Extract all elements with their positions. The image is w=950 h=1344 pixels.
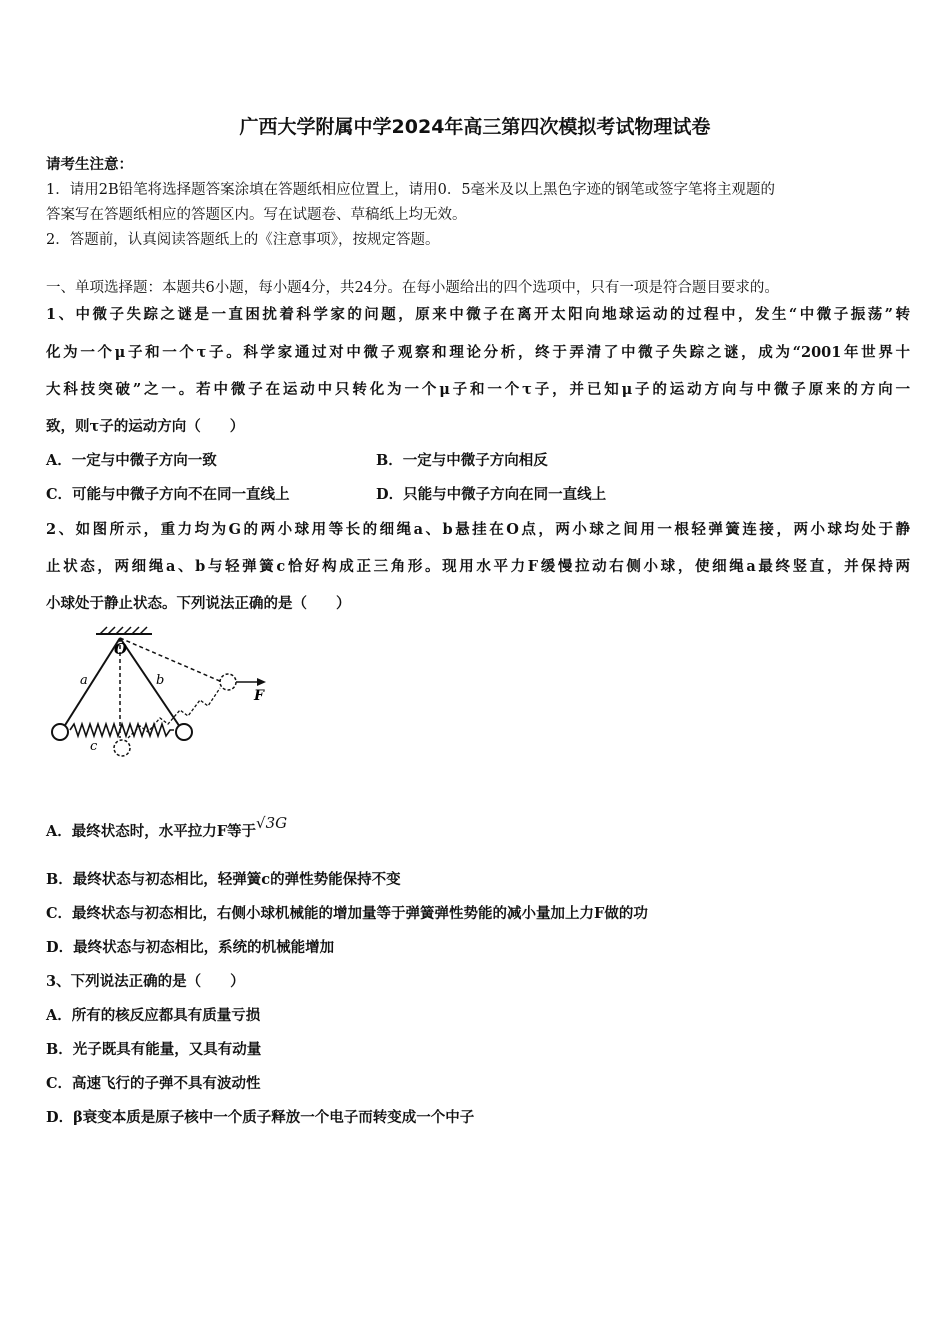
- q2-option-c: C．最终状态与初态相比，右侧小球机械能的增加量等于弹簧弹性势能的减小量加上力F做的功: [46, 905, 648, 922]
- q1-option-d: D．只能与中微子方向在同一直线上: [376, 486, 607, 503]
- question-1-line: 1、中微子失踪之谜是一直困扰着科学家的问题，原来中微子在离开太阳向地球运动的过程中，发生“中微子振荡”转: [46, 306, 910, 323]
- section-heading: 一、单项选择题：本题共6小题，每小题4分，共24分。在每小题给出的四个选项中，只有一项是符合题目要求的。: [46, 280, 779, 296]
- q3-option-b: B．光子既具有能量，又具有动量: [46, 1041, 262, 1058]
- question-2-line: 2、如图所示，重力均为G的两小球用等长的细绳a、b悬挂在O点，两小球之间用一根轻弹簧连接，两小球均处于静: [46, 521, 910, 538]
- q2-option-d: D．最终状态与初态相比，系统的机械能增加: [46, 939, 335, 956]
- notice-item: 2．答题前，认真阅读答题纸上的《注意事项》，按规定答题。: [46, 232, 440, 248]
- question-2-line: 小球处于静止状态。下列说法正确的是（ ）: [46, 595, 351, 612]
- q3-option-a: A．所有的核反应都具有质量亏损: [46, 1007, 261, 1024]
- notice-item: 答案写在答题纸相应的答题区内。写在试题卷、草稿纸上均无效。: [46, 207, 467, 223]
- label-c: c: [90, 739, 98, 754]
- page-title: 广西大学附属中学2024年高三第四次模拟考试物理试卷: [239, 116, 711, 138]
- label-a: a: [80, 673, 88, 688]
- notice-item: 1．请用2B铅笔将选择题答案涂填在答题纸相应位置上，请用0．5毫米及以上黑色字迹的钢笔或签字笔将主观题的: [46, 182, 776, 198]
- q1-option-c: C．可能与中微子方向不在同一直线上: [46, 486, 290, 503]
- pendulum-spring-figure: [44, 626, 284, 780]
- sqrt3g-expression: √3G: [256, 814, 288, 832]
- label-o: O: [114, 640, 128, 658]
- label-b: b: [156, 673, 165, 688]
- q2-option-b: B．最终状态与初态相比，轻弹簧c的弹性势能保持不变: [46, 871, 401, 888]
- question-1-line: 大科技突破”之一。若中微子在运动中只转化为一个μ子和一个τ子，并已知μ子的运动方向与中微子原来的方向一: [46, 381, 910, 398]
- question-3-stem: 3、下列说法正确的是（ ）: [46, 973, 245, 990]
- question-1-line: 致，则τ子的运动方向（ ）: [46, 418, 245, 435]
- q2-option-a-text: A．最终状态时，水平拉力F等于: [46, 823, 257, 840]
- q3-option-d: D．β衰变本质是原子核中一个质子释放一个电子而转变成一个中子: [46, 1109, 475, 1126]
- q3-option-c: C．高速飞行的子弹不具有波动性: [46, 1075, 261, 1092]
- q1-option-b: B．一定与中微子方向相反: [376, 452, 548, 469]
- question-1-line: 化为一个μ子和一个τ子。科学家通过对中微子观察和理论分析，终于弄清了中微子失踪之谜，成为“2001年世界十: [46, 344, 910, 361]
- notice-heading: 请考生注意：: [46, 156, 133, 173]
- q2-option-a: [46, 814, 288, 841]
- label-f: F: [254, 688, 264, 704]
- question-2-line: 止状态，两细绳a、b与轻弹簧c恰好构成正三角形。现用水平力F缓慢拉动右侧小球，使细绳a最终竖直，并保持两: [46, 558, 910, 575]
- q1-option-a: A．一定与中微子方向一致: [46, 452, 217, 469]
